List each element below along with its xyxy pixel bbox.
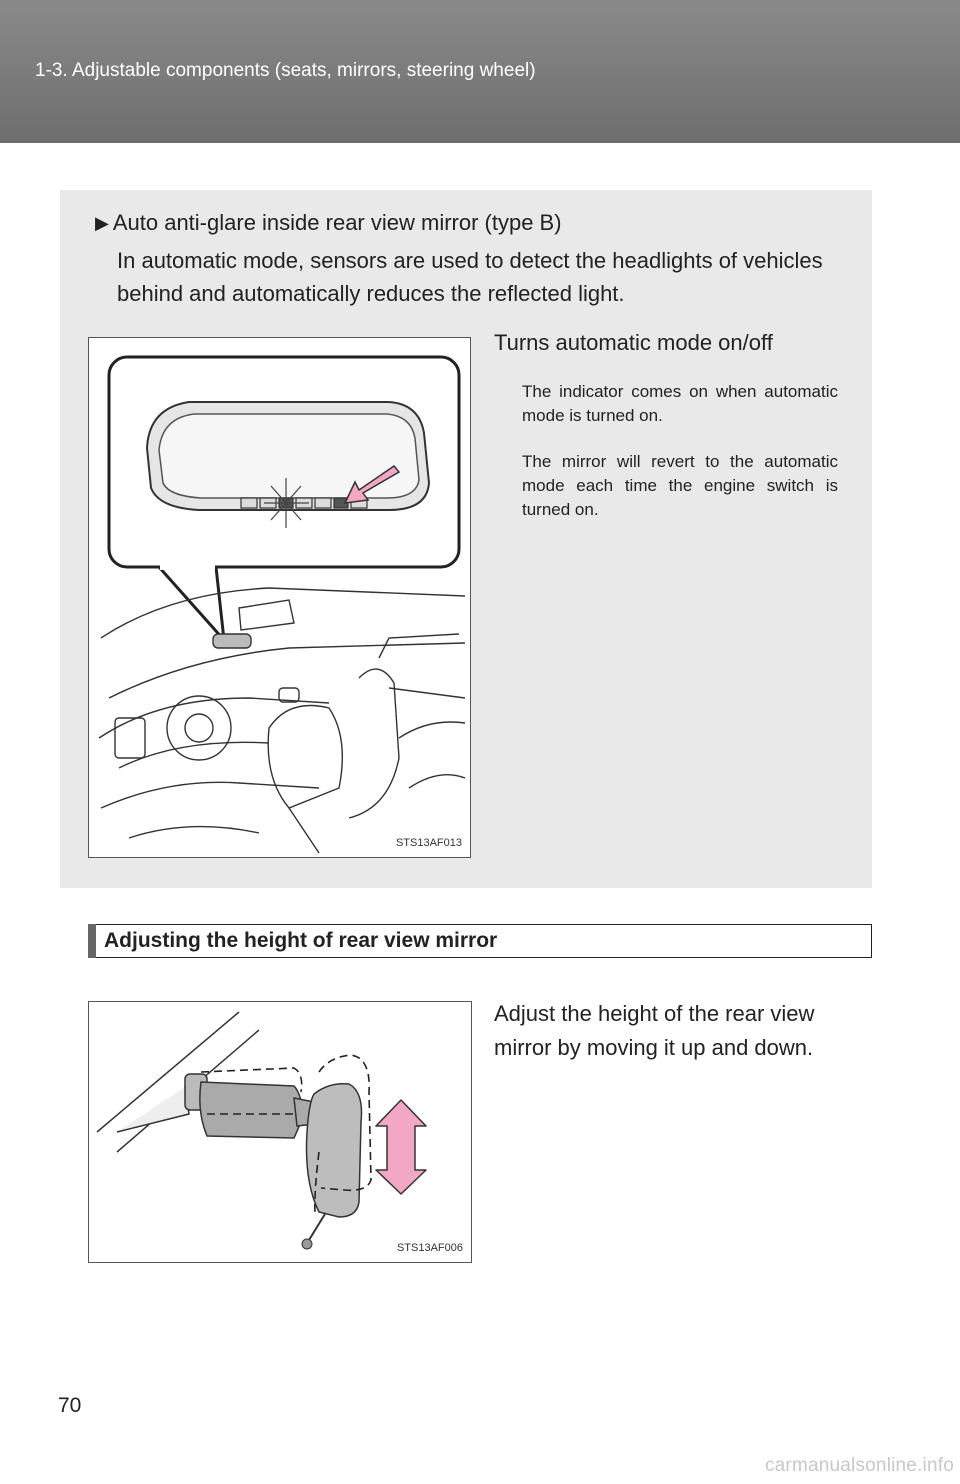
type-b-heading-text: Auto anti-glare inside rear view mirror (type B) bbox=[112, 210, 562, 235]
section-heading: Adjusting the height of rear view mirror bbox=[104, 929, 498, 952]
type-b-intro: In automatic mode, sensors are used to detect the headlights of vehicles behind and automatically reduces the reflected light. bbox=[117, 248, 823, 306]
section-title: 1-3. Adjustable components (seats, mirrors, steering wheel) bbox=[35, 60, 536, 81]
cabin-drawing bbox=[89, 338, 472, 859]
indicator-note: The indicator comes on when automatic mode is turned on. bbox=[522, 382, 838, 425]
callout-title: Turns automatic mode on/off bbox=[494, 330, 773, 355]
heading-marker bbox=[88, 924, 96, 958]
triangle-bullet-icon: ▶ bbox=[95, 212, 109, 233]
figure-code: STS13AF013 bbox=[395, 837, 462, 849]
section-heading-bar bbox=[88, 924, 872, 958]
revert-note: The mirror will revert to the automatic mode each time the engine switch is turned on. bbox=[522, 452, 838, 519]
mirror-height-drawing bbox=[89, 1002, 473, 1264]
header-band bbox=[0, 0, 960, 143]
type-b-heading bbox=[95, 210, 562, 236]
figure-code: STS13AF006 bbox=[396, 1242, 463, 1254]
mirror-height-illustration bbox=[88, 1001, 472, 1263]
interior-mirror-illustration bbox=[88, 337, 471, 858]
page-number: 70 bbox=[58, 1394, 82, 1417]
watermark: carmanualsonline.info bbox=[764, 1455, 954, 1476]
height-instructions: Adjust the height of the rear view mirror by moving it up and down. bbox=[494, 1001, 815, 1060]
